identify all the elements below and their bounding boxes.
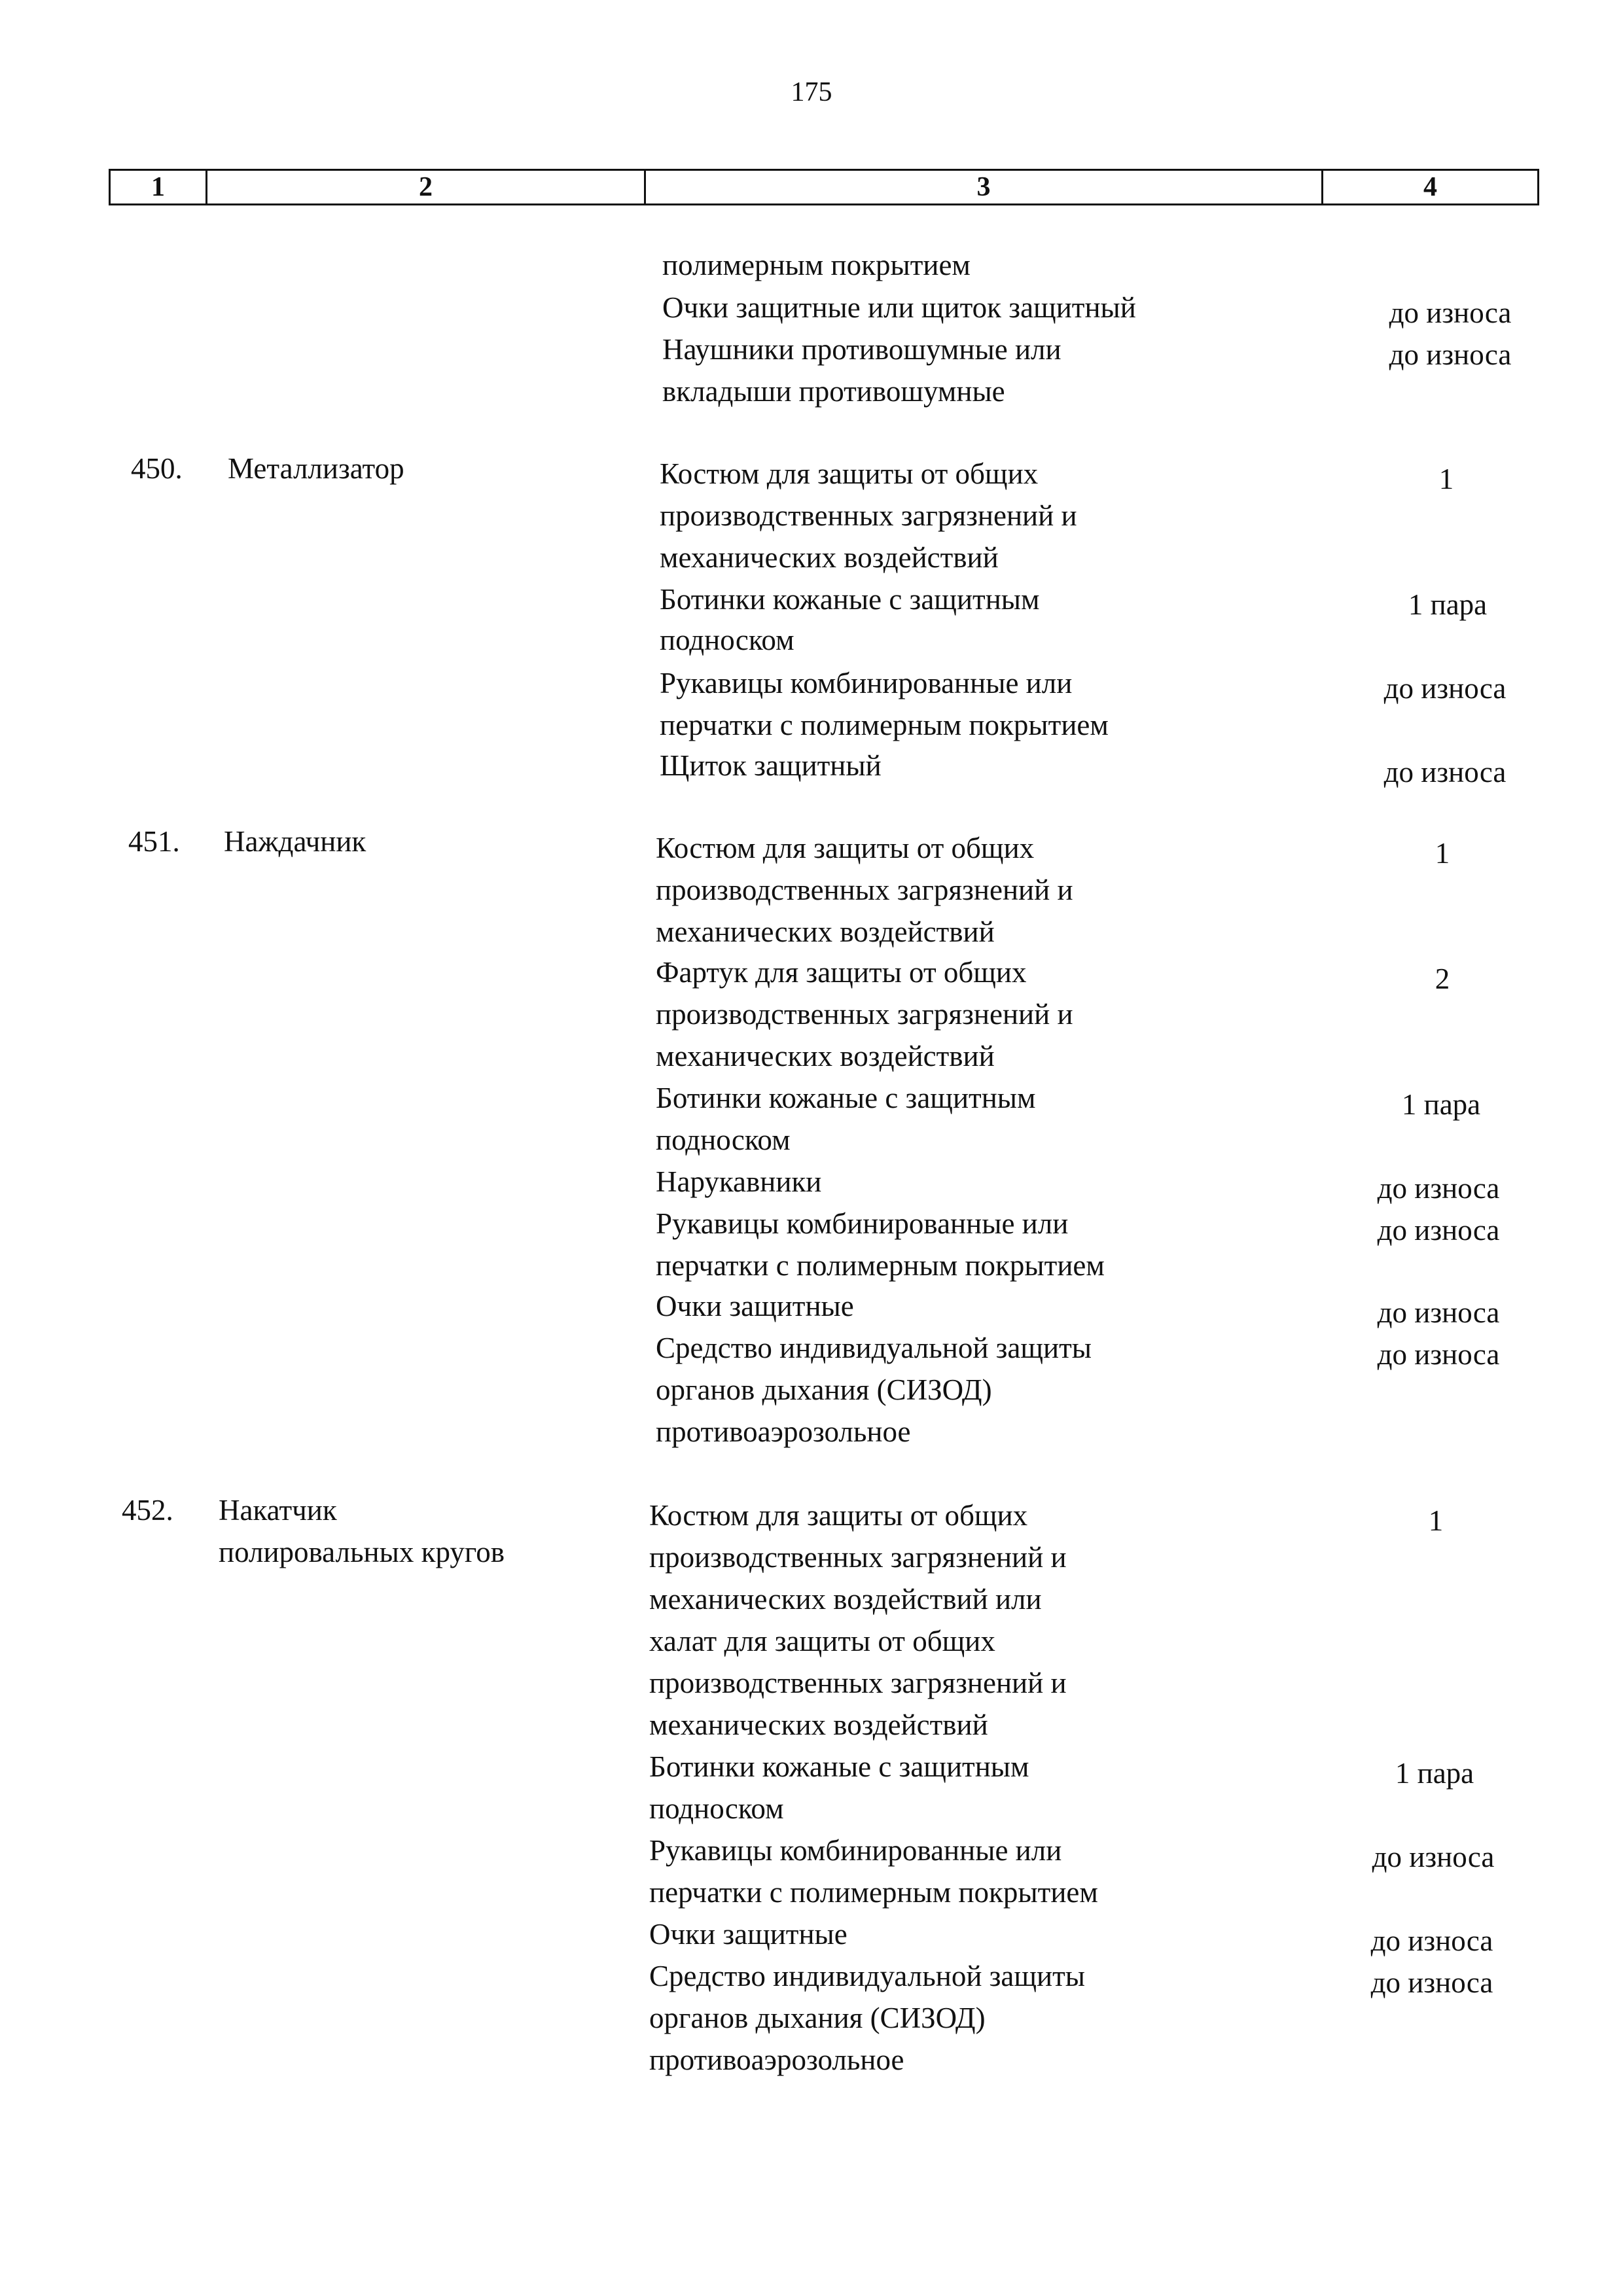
item-line: Средство индивидуальной защиты — [656, 1332, 1092, 1364]
entry-number: 451. — [128, 825, 180, 858]
page-number: 175 — [791, 77, 832, 107]
item-norm: до износа — [1377, 1214, 1500, 1246]
item-line: Рукавицы комбинированные или — [660, 667, 1073, 699]
item-line: производственных загрязнений и — [649, 1541, 1067, 1574]
item-norm: до износа — [1377, 1338, 1500, 1371]
item-line: Щиток защитный — [660, 749, 882, 782]
item-line: Очки защитные или щиток защитный — [662, 291, 1136, 324]
item-line: перчатки с полимерным покрытием — [660, 709, 1109, 741]
item-line: органов дыхания (СИЗОД) — [649, 2002, 986, 2034]
item-norm: 1 — [1428, 1504, 1444, 1537]
item-line: Рукавицы комбинированные или — [649, 1834, 1062, 1867]
item-norm: 1 — [1435, 837, 1450, 870]
item-line: Ботинки кожаные с защитным — [656, 1082, 1036, 1114]
item-line: органов дыхания (СИЗОД) — [656, 1373, 992, 1406]
item-norm: 1 пара — [1401, 1088, 1481, 1121]
item-norm: до износа — [1370, 1966, 1493, 1999]
item-norm: 1 пара — [1395, 1757, 1474, 1790]
item-line: Средство индивидуальной защиты — [649, 1960, 1086, 1992]
item-line: механических воздействий — [656, 915, 995, 948]
item-norm: до износа — [1383, 756, 1507, 788]
item-line: Нарукавники — [656, 1165, 822, 1198]
item-line: перчатки с полимерным покрытием — [656, 1249, 1105, 1282]
item-line: Костюм для защиты от общих — [656, 832, 1035, 864]
item-norm: 1 — [1438, 463, 1454, 495]
item-line: полимерным покрытием — [662, 249, 971, 281]
item-line: Наушники противошумные или — [662, 333, 1061, 366]
column-header-3: 3 — [646, 171, 1323, 203]
item-line: вкладыши противошумные — [662, 375, 1005, 408]
item-line: Рукавицы комбинированные или — [656, 1207, 1069, 1240]
item-line: противоаэрозольное — [649, 2043, 904, 2076]
item-line: халат для защиты от общих — [649, 1625, 995, 1657]
item-norm: до износа — [1370, 1924, 1493, 1957]
item-line: Очки защитные — [656, 1290, 854, 1322]
item-line: Очки защитные — [649, 1918, 847, 1951]
entry-number: 450. — [131, 452, 183, 485]
item-line: Ботинки кожаные с защитным — [660, 583, 1040, 616]
item-line: механических воздействий или — [649, 1583, 1042, 1616]
table-header-row — [109, 169, 1539, 205]
profession-name: Металлизатор — [228, 452, 404, 485]
item-line: противоаэрозольное — [656, 1415, 911, 1448]
item-norm: до износа — [1372, 1841, 1495, 1873]
item-norm: до износа — [1389, 338, 1512, 371]
item-line: производственных загрязнений и — [660, 499, 1077, 532]
item-line: механических воздействий — [660, 541, 999, 574]
item-line: Ботинки кожаные с защитным — [649, 1750, 1029, 1783]
item-line: подноском — [649, 1792, 784, 1825]
item-line: производственных загрязнений и — [649, 1667, 1067, 1699]
item-norm: до износа — [1377, 1172, 1500, 1205]
item-line: подноском — [656, 1123, 791, 1156]
item-line: механических воздействий — [649, 1708, 988, 1741]
item-norm: до износа — [1383, 672, 1507, 705]
item-line: производственных загрязнений и — [656, 874, 1073, 906]
entry-number: 452. — [122, 1494, 173, 1527]
item-line: Костюм для защиты от общих — [649, 1499, 1028, 1532]
item-norm: 2 — [1435, 963, 1450, 995]
profession-name: Накатчик — [219, 1494, 337, 1527]
item-norm: до износа — [1377, 1296, 1500, 1329]
item-norm: до износа — [1389, 296, 1512, 329]
profession-name: Наждачник — [224, 825, 366, 858]
profession-name: полировальных кругов — [219, 1536, 505, 1568]
item-line: перчатки с полимерным покрытием — [649, 1876, 1098, 1909]
column-header-1: 1 — [111, 171, 207, 203]
item-line: Фартук для защиты от общих — [656, 956, 1027, 989]
item-line: Костюм для защиты от общих — [660, 457, 1039, 490]
column-header-2: 2 — [207, 171, 646, 203]
item-line: механических воздействий — [656, 1040, 995, 1072]
item-line: производственных загрязнений и — [656, 998, 1073, 1031]
column-header-4: 4 — [1423, 172, 1437, 202]
item-norm: 1 пара — [1408, 588, 1488, 621]
item-line: подноском — [660, 624, 794, 656]
